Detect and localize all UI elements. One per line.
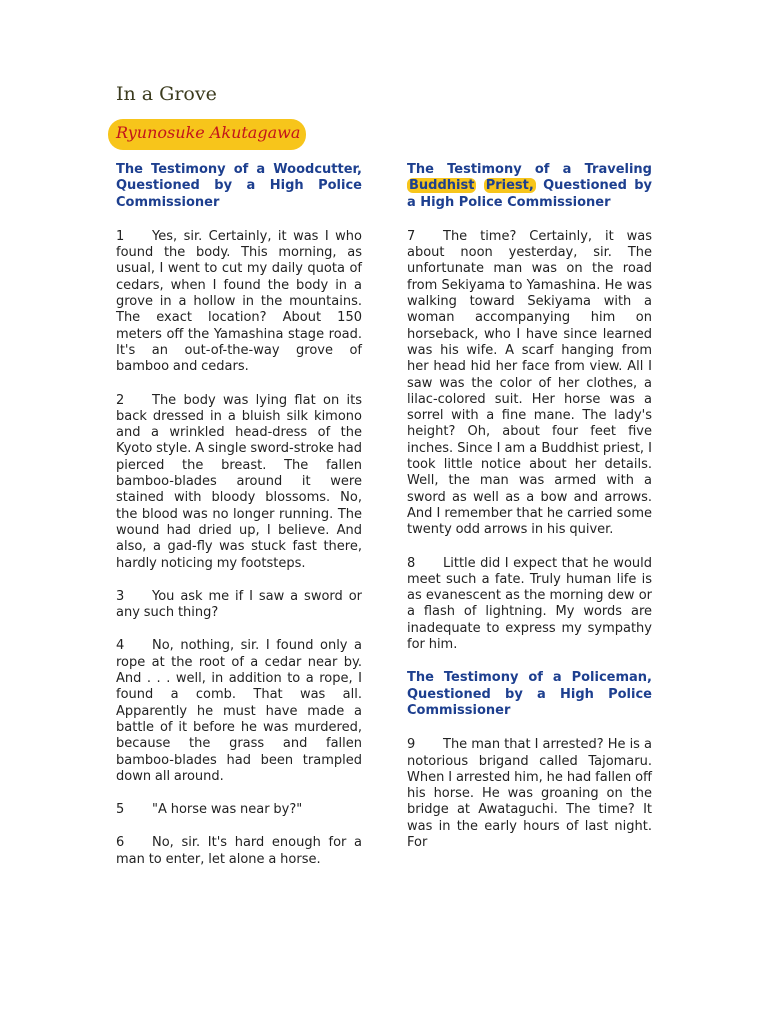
paragraph-number: 2 <box>116 392 125 408</box>
highlighted-word: Buddhist <box>409 178 475 194</box>
heading-text: The Testimony of a Traveling <box>407 162 652 177</box>
author-banner <box>108 119 306 150</box>
policeman-heading: The Testimony of a Policeman, Questioned by a High Police Commissioner <box>407 670 652 718</box>
paragraph-number: 3 <box>116 588 125 604</box>
left-column <box>116 162 362 885</box>
paragraph-text: The man that I arrested? He is a notorious brigand called Tajomaru. When I arrested him, he had fallen off his horse. He was groaning on the bridge at Awataguchi. The time? It was in the early hours of last night. For <box>407 737 652 850</box>
woodcutter-heading: The Testimony of a Woodcutter, Questioned by a High Police Commissioner <box>116 162 362 210</box>
paragraph-4 <box>116 638 362 785</box>
highlighted-word: Priest, <box>485 178 534 194</box>
paragraph-text: The body was lying flat on its back dressed in a bluish silk kimono and a wrinkled head-dress of the Kyoto style. A single sword-stroke had pierced the breast. The fallen bamboo-blades around it were stained with bloody blossoms. No, the blood was no longer running. The wound had dried up, I believe. And also, a gad-fly was stuck fast there, hardly noticing my footsteps. <box>116 392 362 571</box>
paragraph-5 <box>116 802 362 818</box>
paragraph-number: 6 <box>116 835 125 851</box>
paragraph-text: You ask me if I saw a sword or any such thing? <box>116 588 362 621</box>
paragraph-2 <box>116 393 362 572</box>
paragraph-3 <box>116 589 362 622</box>
paragraph-text: No, sir. It's hard enough for a man to enter, let alone a horse. <box>116 835 362 867</box>
heading-text: Questioned by a High Police Commissioner <box>407 178 652 210</box>
paragraph-1 <box>116 229 362 376</box>
priest-heading <box>407 162 652 211</box>
paragraph-number: 4 <box>116 638 125 654</box>
paragraph-number: 9 <box>407 737 416 753</box>
paragraph-number: 8 <box>407 555 416 571</box>
paragraph-8 <box>407 556 652 654</box>
paragraph-number: 7 <box>407 228 416 244</box>
paragraph-text: "A horse was near by?" <box>152 802 303 818</box>
paragraph-number: 1 <box>116 228 125 244</box>
paragraph-7 <box>407 229 652 539</box>
paragraph-9 <box>407 737 652 851</box>
author-name: Ryunosuke Akutagawa <box>116 123 301 142</box>
story-title: In a Grove <box>116 83 217 105</box>
paragraph-text: Little did I expect that he would meet such a fate. Truly human life is as evanescent as the morning dew or a flash of lightning. My words are inadequate to express my sympathy for him. <box>407 555 652 653</box>
paragraph-number: 5 <box>116 802 125 818</box>
paragraph-6 <box>116 835 362 868</box>
right-column <box>407 162 652 868</box>
paragraph-text: The time? Certainly, it was about noon yesterday, sir. The unfortunate man was on the road from Sekiyama to Yamashina. He was walking toward Sekiyama with a woman accompanying him on horseback, who I have since learned was his wife. A scarf hanging from her head hid her face from view. All I saw was the color of her clothes, a lilac-colored suit. Her horse was a sorrel with a fine mane. The lady's height? Oh, about four feet five inches. Since I am a Buddhist priest, I took little notice about her details. Well, the man was armed with a sword as well as a bow and arrows. And I remember that he carried some twenty odd arrows in his quiver. <box>407 228 652 538</box>
paragraph-text: No, nothing, sir. I found only a rope at the root of a cedar near by. And . . . well, in addition to a rope, I found a comb. That was all. Apparently he must have made a battle of it before he was murdered, because the grass and fallen bamboo-blades had been trampled down all around. <box>116 638 362 784</box>
paragraph-text: Yes, sir. Certainly, it was I who found the body. This morning, as usual, I went to cut my daily quota of cedars, when I found the body in a grove in a hollow in the mountains. The exact location? About 150 meters off the Yamashina stage road. It's an out-of-the-way grove of bamboo and cedars. <box>116 228 362 375</box>
